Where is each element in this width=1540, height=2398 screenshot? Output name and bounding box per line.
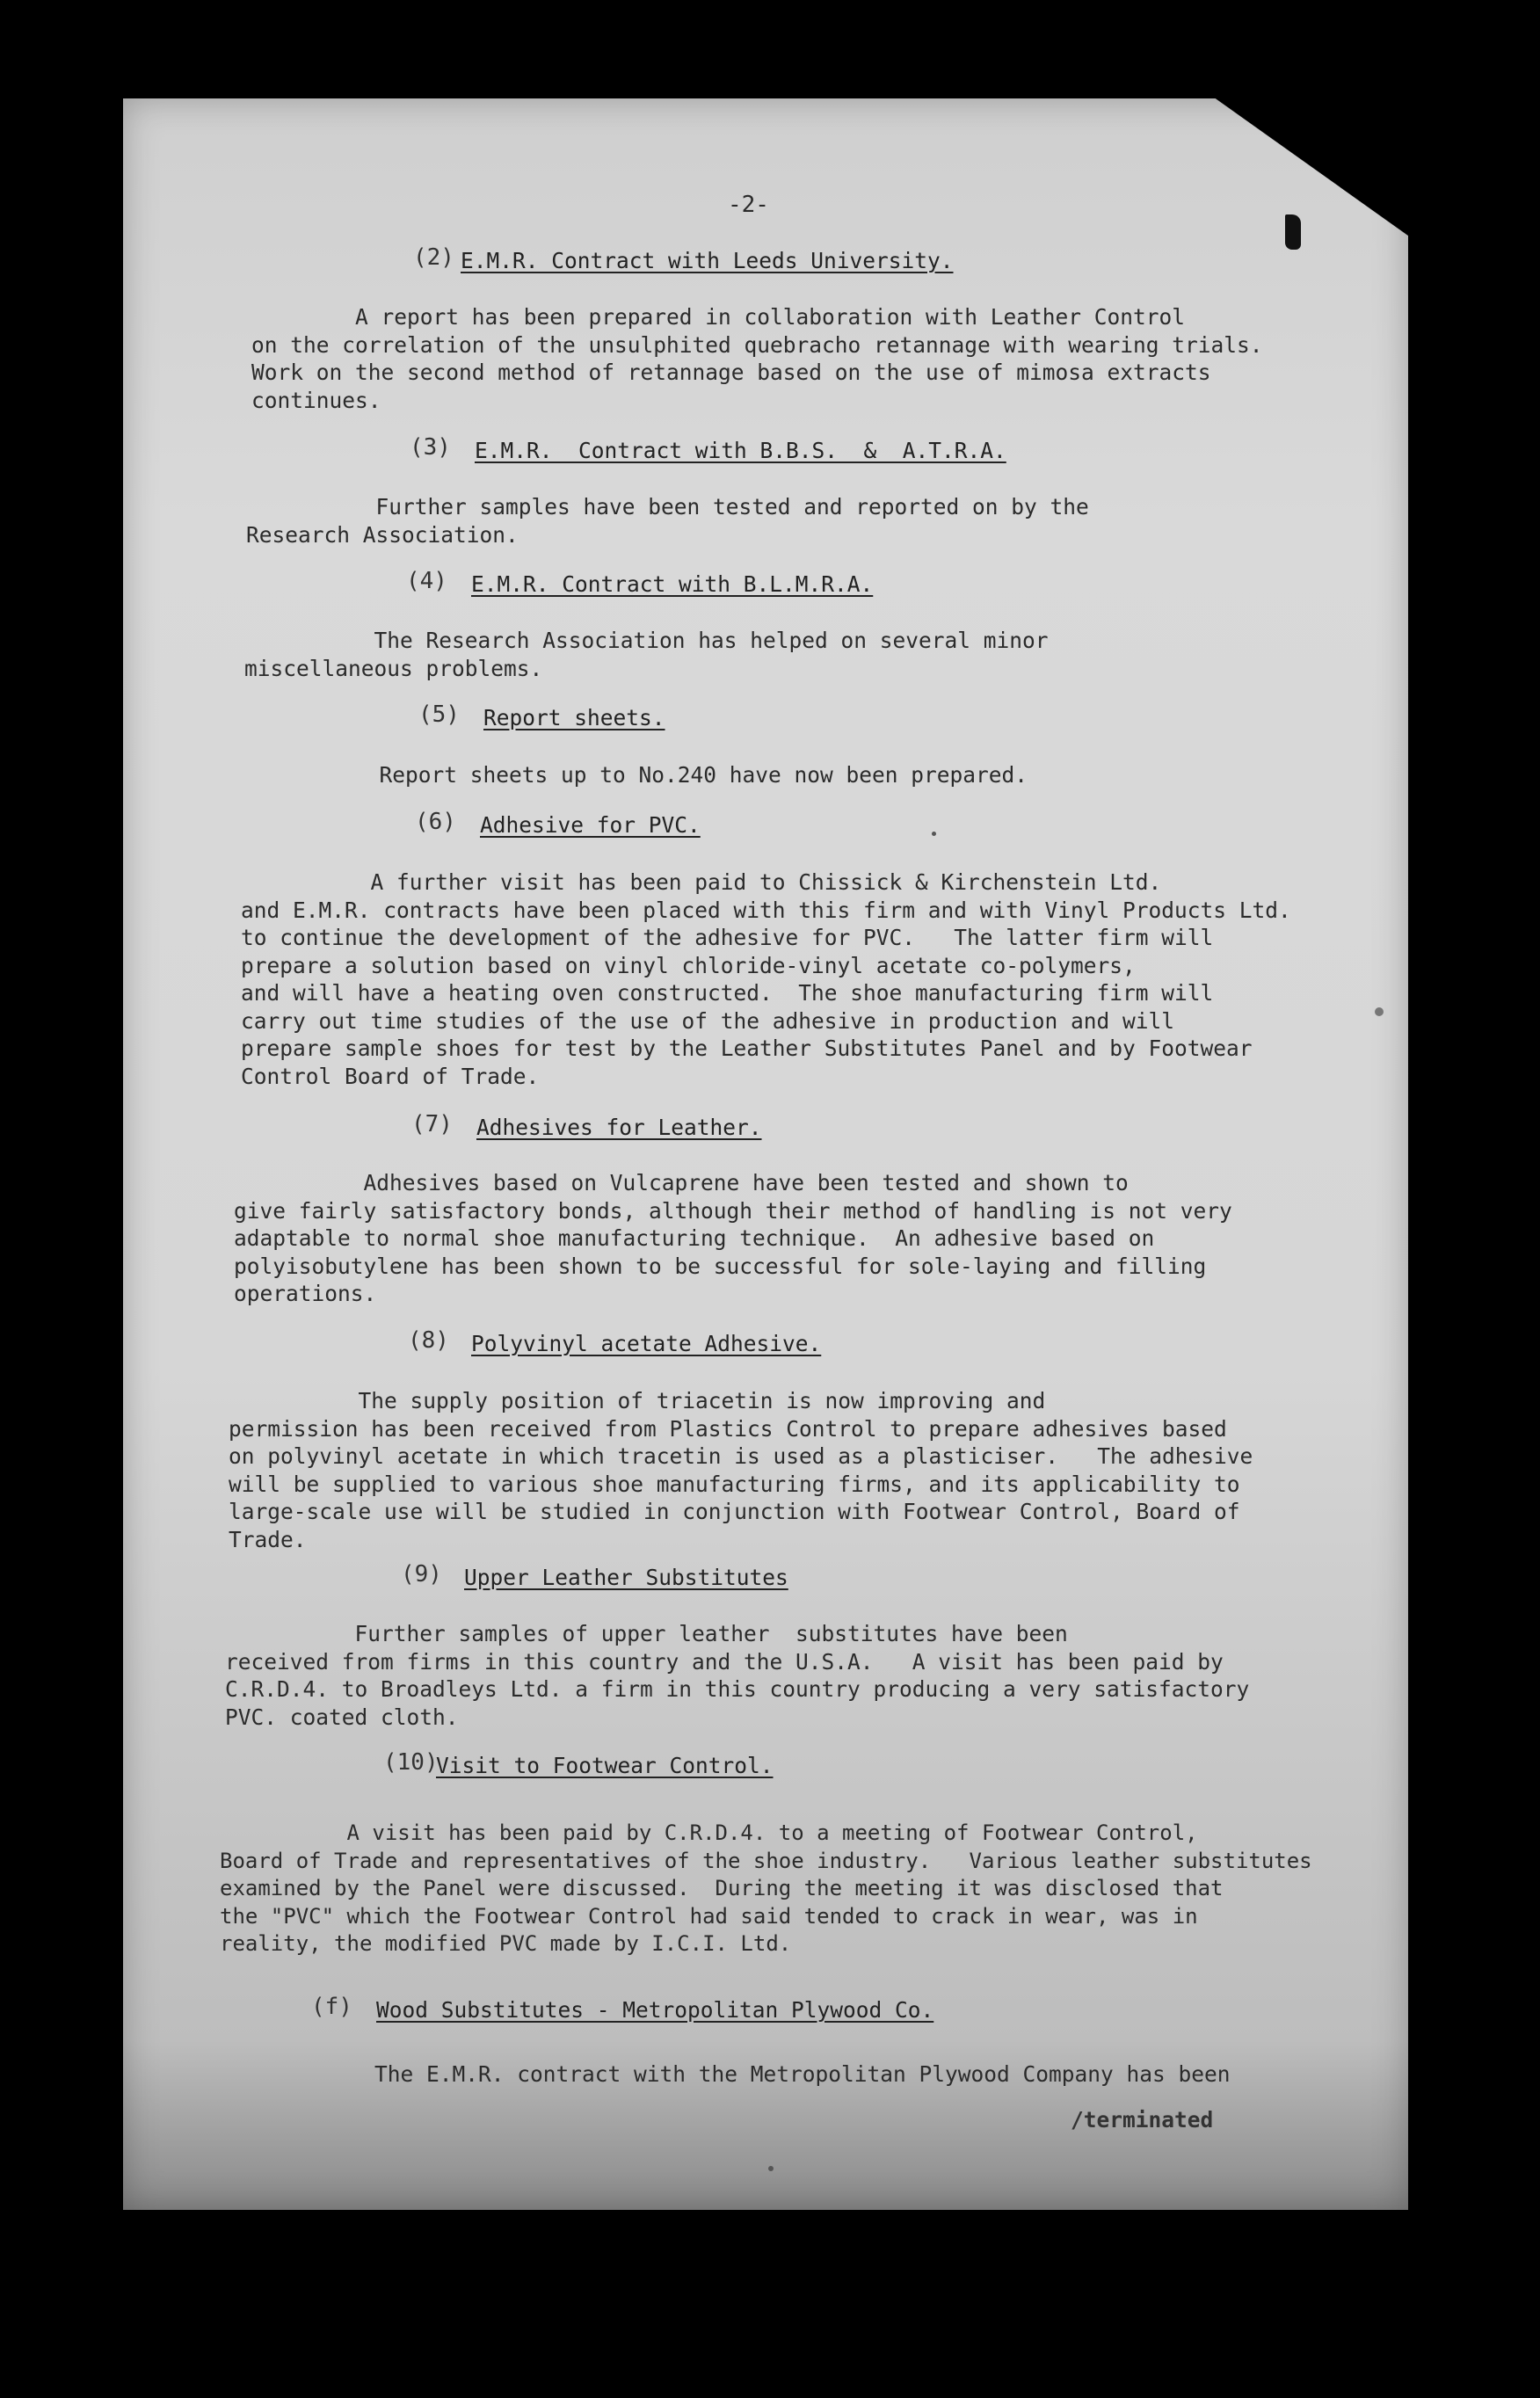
catchword: /terminated (1071, 2107, 1214, 2133)
section-heading: Adhesives for Leather. (476, 1115, 762, 1140)
section-paragraph: Further samples have been tested and reported on by the Research Association. (246, 494, 1089, 548)
corner-mark (1285, 214, 1301, 250)
section-paragraph: The E.M.R. contract with the Metropolitan Plywood Company has been (374, 2061, 1231, 2087)
section-number: (6) (415, 809, 456, 835)
section-heading: E.M.R. Contract with Leeds University. (461, 248, 954, 273)
section-heading: Adhesive for PVC. (480, 812, 701, 838)
section-heading: Wood Substitutes - Metropolitan Plywood Co. (376, 1997, 934, 2023)
section-paragraph: Further samples of upper leather substitutes have been received from firms in this country and the U.S.A. A visit has been paid by C.R.D.4. to Broadleys Ltd. a firm in this country producing a very satisfactory PVC. coated cloth. (225, 1621, 1250, 1730)
section-heading: E.M.R. Contract with B.L.M.R.A. (471, 571, 874, 597)
speck (768, 2166, 774, 2171)
section-paragraph: Report sheets up to No.240 have now been prepared. (250, 762, 1028, 788)
section-number: (5) (418, 701, 460, 728)
section-number: (7) (411, 1111, 453, 1137)
speck (932, 832, 936, 836)
section-paragraph: The supply position of triacetin is now improving and permission has been received from Plastics Control to prepare adhesives based on polyvinyl acetate in which tracetin is used as a plasticiser. The adhesive will be supplied to various shoe manufacturing firms, and its applicability to large-scale use will be studied in conjunction with Footwear Control, Board of Trade. (229, 1388, 1253, 1552)
section-paragraph: The Research Association has helped on several minor miscellaneous problems. (244, 628, 1049, 681)
section-number: (10) (383, 1749, 439, 1776)
section-heading: Upper Leather Substitutes (464, 1565, 788, 1590)
section-number: (2) (413, 244, 454, 271)
section-heading: Report sheets. (483, 705, 665, 730)
section-number: (4) (406, 568, 447, 594)
page-number: -2- (728, 192, 769, 218)
section-paragraph: A report has been prepared in collaboration with Leather Control on the correlation of the unsulphited quebracho retannage with wearing trials. Work on the second method of retannage based on the use of mimosa extracts continues. (251, 304, 1263, 413)
section-heading: Polyvinyl acetate Adhesive. (471, 1331, 822, 1356)
section-heading: E.M.R. Contract with B.B.S. & A.T.R.A. (475, 438, 1006, 463)
section-paragraph: A visit has been paid by C.R.D.4. to a meeting of Footwear Control, Board of Trade and representatives of the shoe industry. Various leather substitutes examined by the Panel were discussed. During the meeting it was disclosed that the "PVC" which the Footwear Control had said tended to crack in wear, was in reality, the modified PVC made by I.C.I. Ltd. (220, 1820, 1312, 1956)
section-paragraph: Adhesives based on Vulcaprene have been tested and shown to give fairly satisfactory bonds, although their method of handling is not very adaptable to normal shoe manufacturing technique. An adhesive based on polyisobutylene has been shown to be successful for sole-laying and filling operations. (234, 1170, 1232, 1306)
section-heading: Visit to Footwear Control. (436, 1753, 774, 1778)
section-number: (8) (408, 1327, 449, 1354)
section-paragraph: A further visit has been paid to Chissick & Kirchenstein Ltd. and E.M.R. contracts have been placed with this firm and with Vinyl Products Ltd. to continue the development of the adhesive for PVC. The latter firm will prepare a solution based on vinyl chloride-vinyl acetate co-polymers, and will have a heating oven constructed. The shoe manufacturing firm will carry out time studies of the use of the adhesive in production and will prepare sample shoes for test by the Leather Substitutes Panel and by Footwear Control Board of Trade. (241, 869, 1291, 1089)
section-number: (f) (311, 1994, 352, 2020)
speck (1375, 1007, 1384, 1016)
section-number: (3) (410, 434, 451, 461)
section-number: (9) (401, 1561, 442, 1588)
